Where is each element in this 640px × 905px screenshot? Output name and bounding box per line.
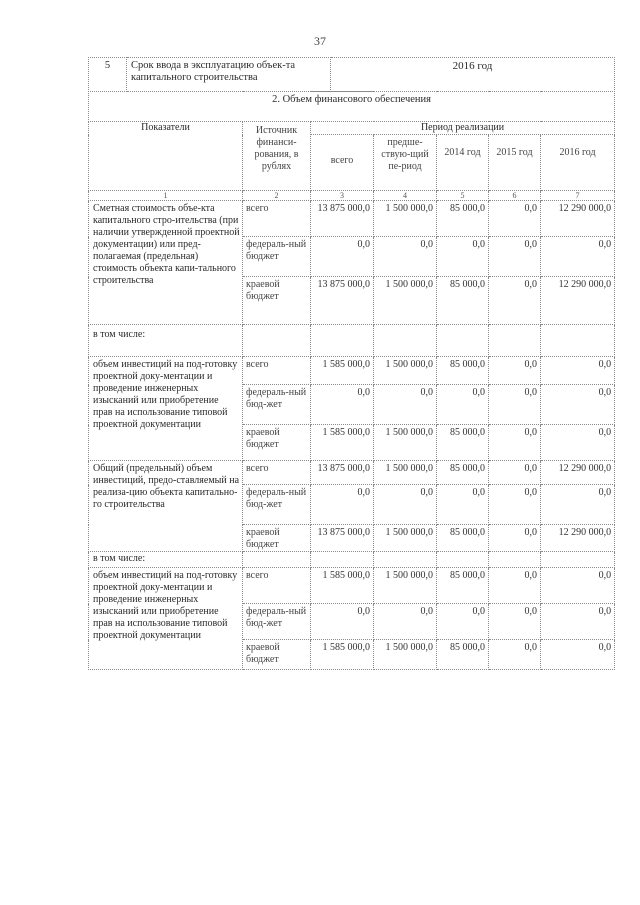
source-label: краевой бюджет [243,525,311,552]
column-numbers-row [89,191,615,201]
value-cell: 1 585 000,0 [311,425,374,461]
value-cell: 12 290 000,0 [541,277,615,325]
value-cell: 0,0 [489,425,541,461]
value-cell: 1 585 000,0 [311,568,374,604]
value-cell: 85 000,0 [437,201,489,237]
value-cell: 1 500 000,0 [374,201,437,237]
header-2016: 2016 год [541,135,615,191]
value-cell: 0,0 [541,604,615,640]
source-label: краевой бюджет [243,277,311,325]
value-cell: 0,0 [541,237,615,277]
row-description: объем инвестиций на под-готовку проектной доку-ментации и проведение инженерных изысканий или приобретение прав на использование типовой проектной документации [89,568,243,670]
item-value: 2016 год [331,58,615,92]
source-label: всего [243,568,311,604]
value-cell: 0,0 [489,357,541,385]
value-cell: 1 500 000,0 [374,568,437,604]
value-cell: 0,0 [311,485,374,525]
value-cell: 1 500 000,0 [374,425,437,461]
item-label: Срок ввода в эксплуатацию объек-та капитального строительства [127,58,331,92]
value-cell: 0,0 [374,237,437,277]
header-2014: 2014 год [437,135,489,191]
value-cell: 85 000,0 [437,461,489,485]
header-total: всего [311,135,374,191]
table-row [89,461,615,485]
source-label: всего [243,357,311,385]
value-cell: 0,0 [437,485,489,525]
header-indicators: Показатели [89,122,243,191]
value-cell: 0,0 [489,237,541,277]
value-cell: 12 290 000,0 [541,461,615,485]
source-label: всего [243,461,311,485]
value-cell: 1 585 000,0 [311,640,374,670]
value-cell: 13 875 000,0 [311,525,374,552]
value-cell: 0,0 [489,604,541,640]
value-cell: 1 500 000,0 [374,461,437,485]
table-row [89,325,615,357]
source-label: федераль-ный бюд-жет [243,485,311,525]
value-cell: 85 000,0 [437,425,489,461]
header-period: Период реализации [311,122,615,135]
value-cell: 0,0 [311,237,374,277]
including-label: в том числе: [89,325,243,357]
column-number: 3 [311,191,374,201]
value-cell: 85 000,0 [437,568,489,604]
value-cell: 0,0 [437,237,489,277]
row-description: Сметная стоимость объе-кта капитального стро-ительства (при наличии утвержденной проектной документации) или пред-полагаемая (предельная) стоимость объекта капи-тального строительства [89,201,243,325]
table-row [89,552,615,568]
column-number: 4 [374,191,437,201]
column-number: 6 [489,191,541,201]
header-previous: предше-ствую-щий пе-риод [374,135,437,191]
value-cell: 0,0 [541,425,615,461]
term-table [88,57,615,92]
value-cell: 0,0 [489,485,541,525]
row-description: объем инвестиций на под-готовку проектной доку-ментации и проведение инженерных изысканий или приобретение прав на использование типовой проектной документации [89,357,243,461]
source-label: федераль-ный бюд-жет [243,385,311,425]
value-cell: 0,0 [489,385,541,425]
value-cell: 85 000,0 [437,357,489,385]
value-cell: 0,0 [311,604,374,640]
column-number: 5 [437,191,489,201]
value-cell: 0,0 [489,277,541,325]
value-cell: 0,0 [489,525,541,552]
value-cell: 0,0 [311,385,374,425]
value-cell: 0,0 [374,604,437,640]
section-title: 2. Объем финансового обеспечения [89,92,615,122]
value-cell: 0,0 [541,357,615,385]
source-label: федераль-ный бюджет [243,237,311,277]
value-cell: 1 500 000,0 [374,277,437,325]
value-cell: 1 500 000,0 [374,640,437,670]
value-cell: 85 000,0 [437,277,489,325]
value-cell: 12 290 000,0 [541,201,615,237]
value-cell: 0,0 [541,640,615,670]
header-2015: 2015 год [489,135,541,191]
value-cell: 1 500 000,0 [374,357,437,385]
including-label: в том числе: [89,552,243,568]
value-cell: 0,0 [437,385,489,425]
source-label: краевой бюджет [243,425,311,461]
source-label: краевой бюджет [243,640,311,670]
value-cell: 0,0 [374,485,437,525]
source-label: всего [243,201,311,237]
value-cell: 0,0 [489,568,541,604]
value-cell: 0,0 [489,201,541,237]
value-cell: 1 585 000,0 [311,357,374,385]
table-row [89,357,615,385]
value-cell: 13 875 000,0 [311,277,374,325]
table-row [89,568,615,604]
item-number: 5 [89,58,127,92]
value-cell: 1 500 000,0 [374,525,437,552]
value-cell: 13 875 000,0 [311,461,374,485]
table-row [89,201,615,237]
value-cell: 0,0 [541,568,615,604]
value-cell: 0,0 [541,385,615,425]
value-cell: 0,0 [437,604,489,640]
value-cell: 0,0 [489,640,541,670]
row-description: Общий (предельный) объем инвестиций, предо-ставляемый на реализа-цию объекта капитально-го строительства [89,461,243,552]
value-cell: 0,0 [541,485,615,525]
value-cell: 0,0 [374,385,437,425]
column-number: 1 [89,191,243,201]
column-number: 2 [243,191,311,201]
value-cell: 13 875 000,0 [311,201,374,237]
header-source: Источник финанси-рования, в рублях [243,122,311,191]
value-cell: 12 290 000,0 [541,525,615,552]
financing-table [88,91,615,670]
value-cell: 85 000,0 [437,525,489,552]
column-number: 7 [541,191,615,201]
page-number: 37 [314,34,326,48]
value-cell: 0,0 [489,461,541,485]
source-label: федераль-ный бюд-жет [243,604,311,640]
value-cell: 85 000,0 [437,640,489,670]
